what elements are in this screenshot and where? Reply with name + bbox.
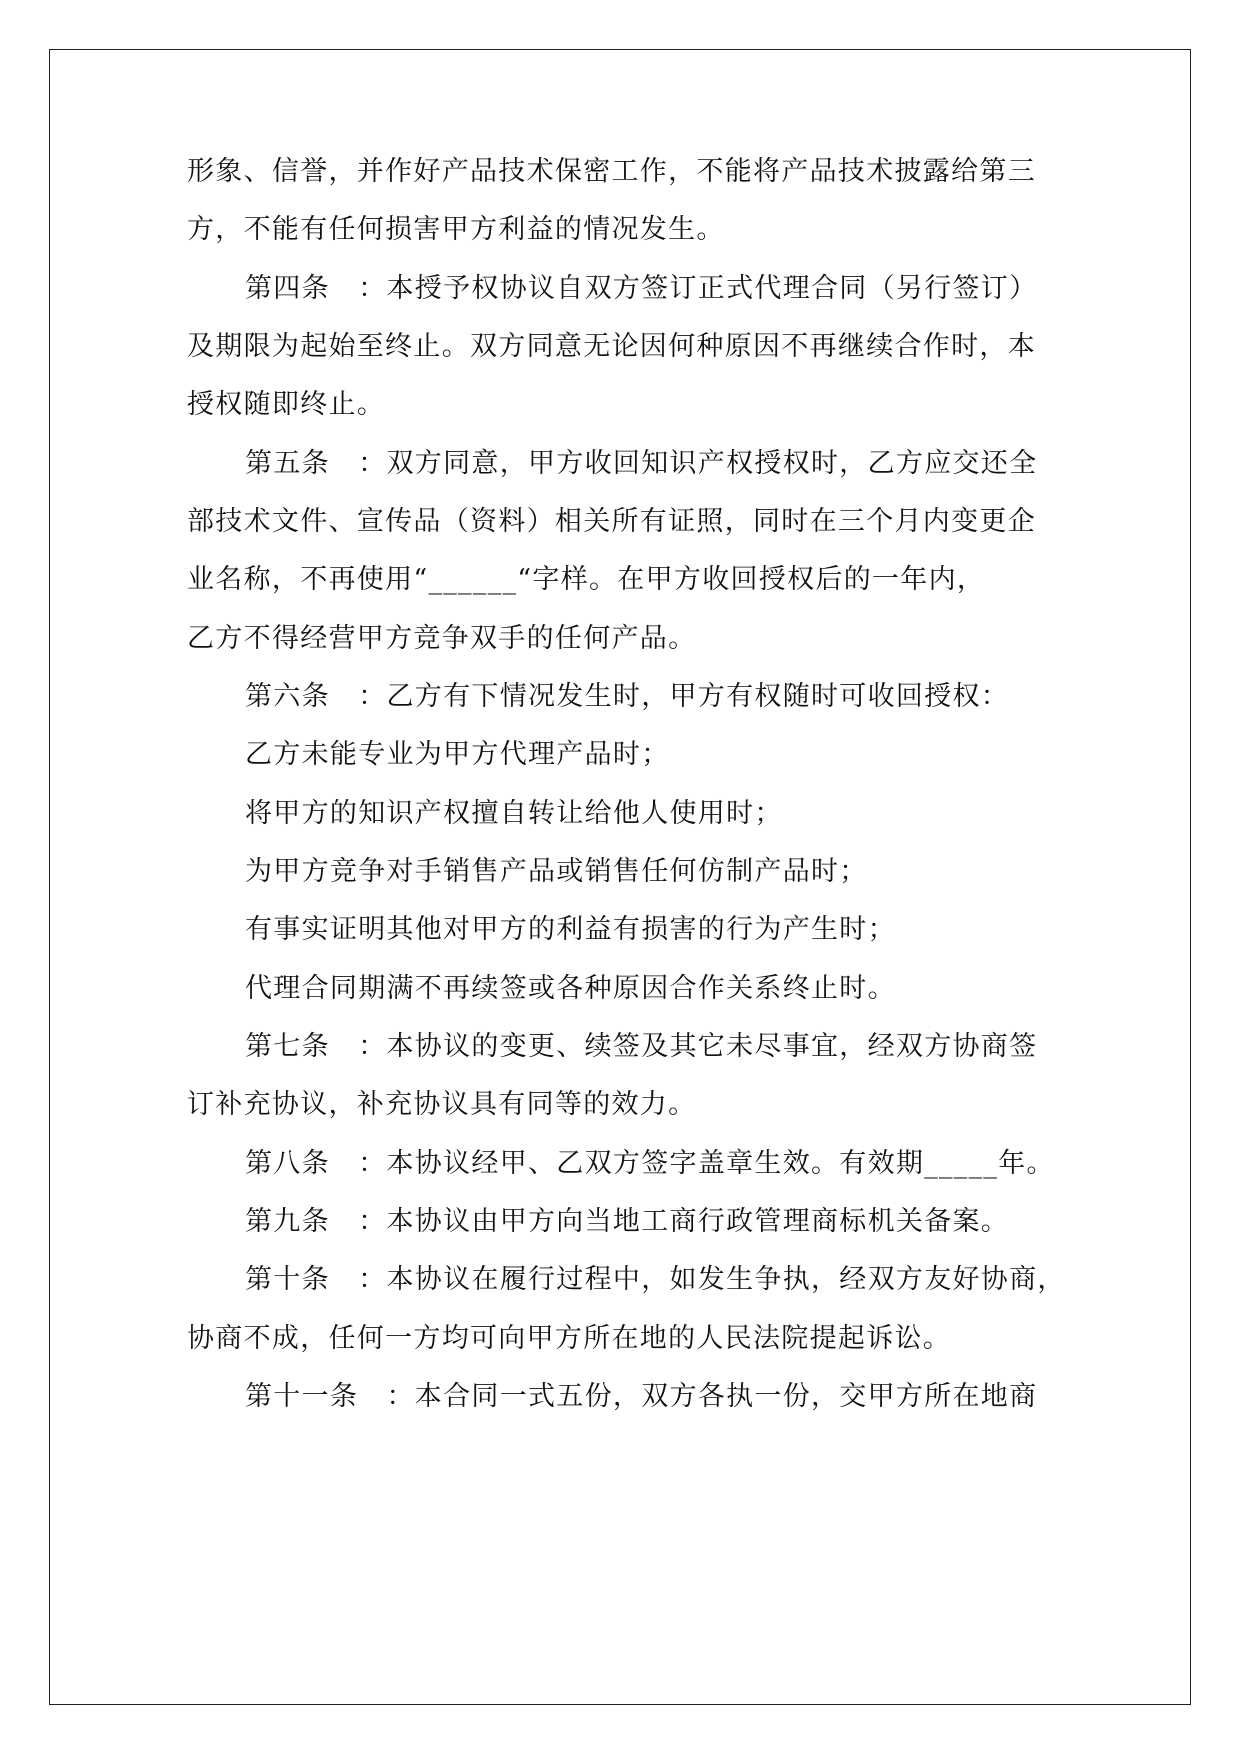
text-line: 订补充协议，补充协议具有同等的效力。: [187, 1089, 697, 1120]
list-item: 为甲方竞争对手销售产品或销售任何仿制产品时；: [245, 856, 868, 887]
list-item: 代理合同期满不再续签或各种原因合作关系终止时。: [245, 973, 896, 1004]
clause-5-line: 第五条 ：双方同意，甲方收回知识产权授权时，乙方应交还全: [245, 448, 1038, 479]
text-line: 形象、信誉，并作好产品技术保密工作，不能将产品技术披露给第三: [187, 156, 1036, 187]
list-item: 将甲方的知识产权擅自转让给他人使用时；: [245, 798, 783, 829]
list-item: 乙方未能专业为甲方代理产品时；: [245, 739, 670, 770]
text-line: 业名称，不再使用“______“字样。在甲方收回授权后的一年内，: [187, 564, 986, 595]
text-line: 方，不能有任何损害甲方利益的情况发生。: [187, 214, 725, 245]
clause-9-line: 第九条 ：本协议由甲方向当地工商行政管理商标机关备案。: [245, 1206, 1010, 1237]
clause-10-line: 第十条 ：本协议在履行过程中，如发生争执，经双方友好协商，: [245, 1264, 1066, 1295]
clause-6-line: 第六条 ：乙方有下情况发生时，甲方有权随时可收回授权：: [245, 681, 1010, 712]
clause-7-line: 第七条 ：本协议的变更、续签及其它未尽事宜，经双方协商签: [245, 1031, 1038, 1062]
text-line: 及期限为起始至终止。双方同意无论因何种原因不再继续合作时，本: [187, 331, 1036, 362]
clause-8-line: 第八条 ：本协议经甲、乙双方签字盖章生效。有效期_____年。: [245, 1148, 1055, 1179]
text-line: 协商不成，任何一方均可向甲方所在地的人民法院提起诉讼。: [187, 1323, 952, 1354]
text-line: 授权随即终止。: [187, 389, 386, 420]
list-item: 有事实证明其他对甲方的利益有损害的行为产生时；: [245, 914, 896, 945]
text-line: 乙方不得经营甲方竞争双手的任何产品。: [187, 623, 697, 654]
clause-11-line: 第十一条 ：本合同一式五份，双方各执一份，交甲方所在地商: [245, 1381, 1038, 1412]
clause-4-line: 第四条 ：本授予权协议自双方签订正式代理合同（另行签订）: [245, 273, 1038, 304]
text-line: 部技术文件、宣传品（资料）相关所有证照，同时在三个月内变更企: [187, 506, 1036, 537]
